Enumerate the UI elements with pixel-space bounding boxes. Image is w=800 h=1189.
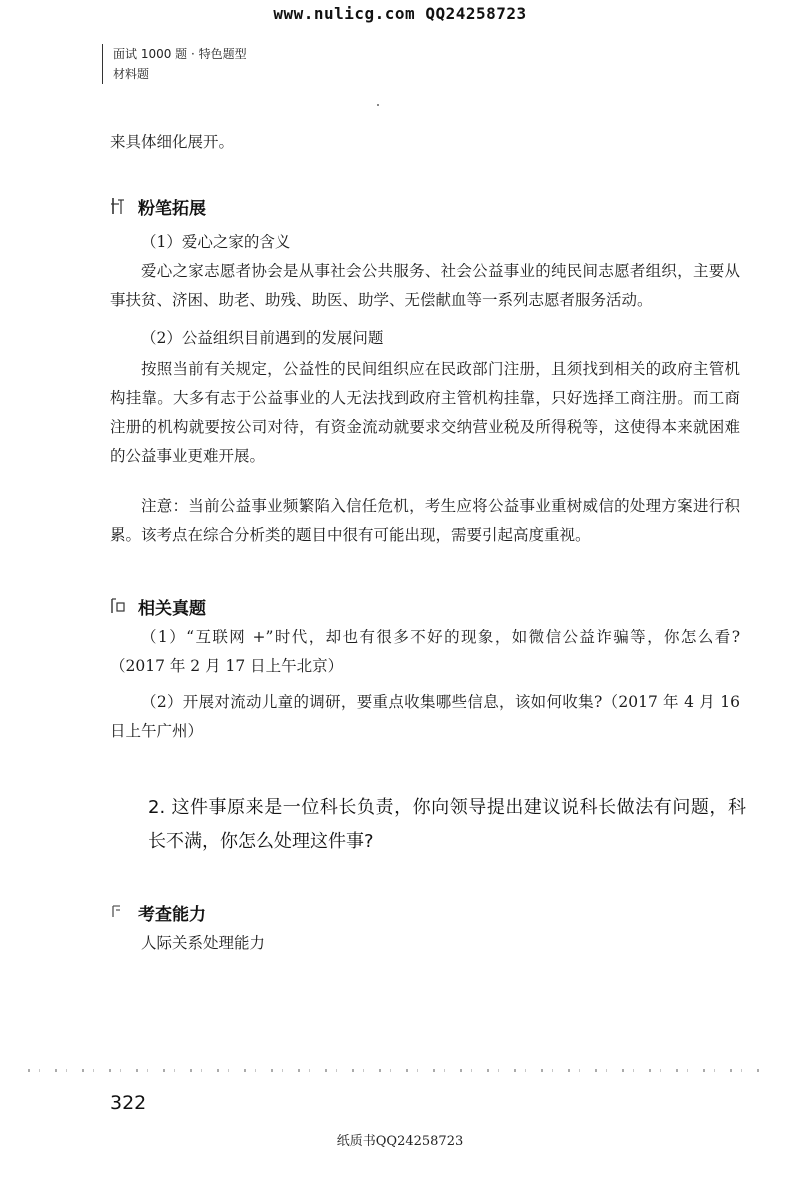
related-icon (110, 597, 126, 615)
subheading-1: （1）爱心之家的含义 (141, 233, 291, 251)
scan-artifact-line (28, 1069, 768, 1072)
question-2: 2. 这件事原来是一位科长负责，你向领导提出建议说科长做法有问题，科长不满，你怎么处理这件事? (148, 797, 746, 852)
ability-heading (110, 899, 206, 925)
watermark-bottom: 纸质书QQ24258723 (336, 1134, 464, 1149)
ability-title: 考查能力 (138, 904, 206, 925)
paragraph-1: 爱心之家志愿者协会是从事社会公共服务、社会公益事业的纯民间志愿者组织，主要从事扶贫、济困、助老、助残、助医、助学、无偿献血等一系列志愿者服务活动。 (110, 262, 740, 309)
watermark-top: www.nulicg.com QQ24258723 (273, 4, 527, 23)
continuation-text: 来具体细化展开。 (110, 133, 235, 151)
chalk-extension-heading (110, 193, 206, 219)
chalk-extension-icon (110, 197, 126, 215)
paragraph-3: 注意：当前公益事业频繁陷入信任危机，考生应将公益事业重树威信的处理方案进行积累。该考点在综合分析类的题目中很有可能出现，需要引起高度重视。 (110, 497, 740, 544)
related-question-1: （1）“互联网 +”时代，却也有很多不好的现象，如微信公益诈骗等，你怎么看?（2017 年 2 月 17 日上午北京） (110, 628, 740, 675)
ability-content: 人际关系处理能力 (141, 934, 266, 952)
paragraph-2: 按照当前有关规定，公益性的民间组织应在民政部门注册，且须找到相关的政府主管机构挂靠。大多有志于公益事业的人无法找到政府主管机构挂靠，只好选择工商注册。而工商注册的机构就要按公司对待，有资金流动就要求交纳营业税及所得税等，这使得本来就困难的公益事业更难开展。 (110, 360, 740, 465)
chalk-extension-title: 粉笔拓展 (138, 198, 206, 219)
header-book-title: 面试 1000 题 · 特色题型 (113, 47, 247, 61)
running-header (102, 44, 247, 84)
page-number: 322 (110, 1092, 147, 1114)
related-heading (110, 593, 206, 619)
header-dot (377, 104, 379, 106)
related-title: 相关真题 (138, 598, 206, 619)
subheading-2: （2）公益组织目前遇到的发展问题 (141, 329, 384, 347)
ability-icon (110, 903, 126, 921)
header-section-title: 材料题 (113, 67, 150, 81)
related-question-2: （2）开展对流动儿童的调研，要重点收集哪些信息，该如何收集?（2017 年 4 月 16 日上午广州） (110, 693, 740, 740)
